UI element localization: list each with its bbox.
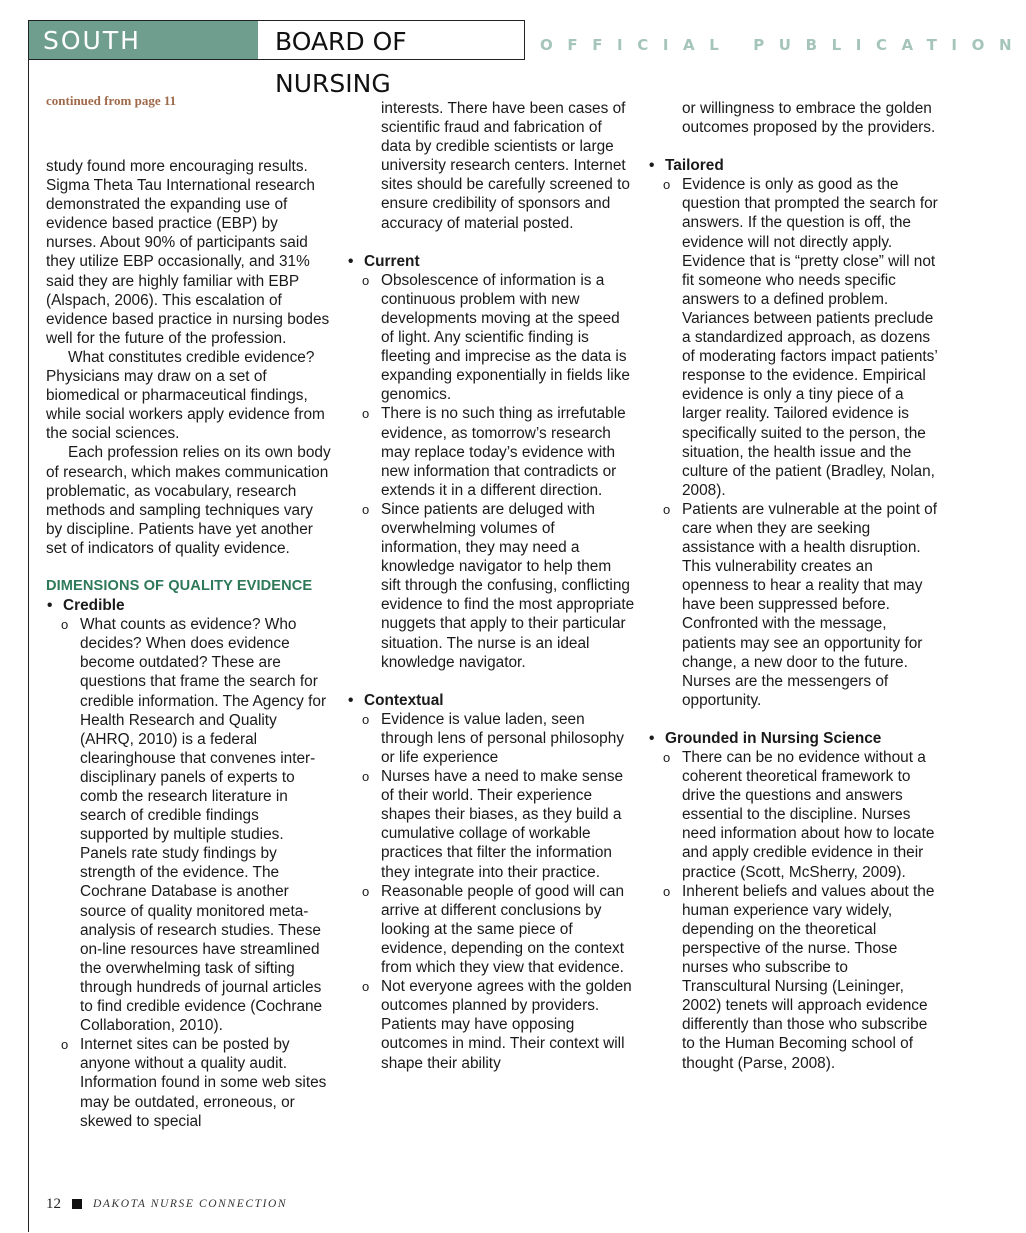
bullet-current: • Current [347, 252, 635, 271]
sub-bullet: o There is no such thing as irrefutable evidence, as tomorrow’s research may replace today’s evidence with new information that contradicts or extends it in a different direction. [347, 404, 635, 499]
left-margin-rule [28, 20, 29, 1232]
page-number: 12 [46, 1196, 61, 1212]
continued-note: continued from page 11 [46, 93, 177, 108]
bullet-contextual: • Contextual [347, 691, 635, 710]
paragraph: study found more encouraging results. Sigma Theta Tau International research demonstrated the expanding use of evidence based practice (EBP) by nurses. About 90% of participants said they utilize EBP occasionally, and 31% said they are highly familiar with EBP (Alspach, 2006). This escalation of evidence based practice in nursing bodes well for the future of the profession. [46, 158, 330, 347]
publication-name: DAKOTA NURSE CONNECTION [93, 1198, 288, 1210]
paragraph-continued: or willingness to embrace the golden outcomes proposed by the providers. [682, 100, 936, 137]
bullet-grounded: • Grounded in Nursing Science [648, 729, 938, 748]
sub-bullet: o Since patients are deluged with overwhelming volumes of information, they may need a knowledge navigator to help them sift through the confusing, conflicting evidence to find the most appropriate nuggets that apply to their particular situation. The nurse is an ideal knowledge navigator. [347, 500, 635, 672]
sub-bullet: o Patients are vulnerable at the point of care when they are seeking assistance with a health disruption. This vulnerability creates an openness to hear a reality that may have been suppressed before. Confronted with the message, patients may see an opportunity for change, a new door to the future. Nurses are the messengers of opportunity. [648, 500, 938, 710]
square-icon [72, 1199, 82, 1209]
sub-bullet: o Evidence is only as good as the question that prompted the search for answers. If the question is off, the evidence will not directly apply. Evidence that is “pretty close” will not fit someone who needs specific answers to a defined problem. Variances between patients preclude a standardized approach, as dozens of moderating factors impact patients’ response to the evidence. Empirical evidence is only a tiny piece of a larger reality. Tailored evidence is specifically suited to the person, the situation, the health issue and the culture of the patient (Bradley, Nolan, 2008). [648, 175, 938, 500]
paragraph: Each profession relies on its own body of research, which makes communication problematic, as vocabulary, research methods and sampling techniques vary by discipline. Patients have yet another set of indicators of quality evidence. [46, 444, 331, 557]
bullet-tailored: • Tailored [648, 156, 938, 175]
bullet-credible: • Credible [46, 596, 331, 615]
column-3 [648, 99, 938, 1073]
masthead-state: SOUTH DAKOTA [29, 21, 258, 59]
sub-bullet: o Internet sites can be posted by anyone without a quality audit. Information found in some web sites may be outdated, erroneous, or skewed to special [46, 1035, 331, 1130]
paragraph-continued: interests. There have been cases of scientific fraud and fabrication of data by credible scientists or large university research centers. Internet sites should be carefully screened to ensure credibility of sponsors and accuracy of material posted. [381, 100, 630, 232]
official-publication-label: OFFICIAL PUBLICATION [540, 36, 1026, 54]
sub-bullet: o Not everyone agrees with the golden outcomes planned by providers. Patients may have opposing outcomes in mind. Their context will shape their ability [347, 977, 635, 1072]
sub-bullet: o Reasonable people of good will can arrive at different conclusions by looking at the same piece of evidence, depending on the context from which they view that evidence. [347, 882, 635, 977]
sub-bullet: o Inherent beliefs and values about the human experience vary widely, depending on the theoretical perspective of the nurse. Those nurses who subscribe to Transcultural Nursing (Leininger, 2002) tenets will approach evidence differently than those who subscribe to the Human Becoming school of thought (Parse, 2008). [648, 882, 938, 1073]
section-heading: DIMENSIONS OF QUALITY EVIDENCE [46, 577, 313, 594]
sub-bullet: o Evidence is value laden, seen through lens of personal philosophy or life experience [347, 710, 635, 767]
sub-bullet: o Obsolescence of information is a continuous problem with new developments moving at the speed of light. Any scientific finding is fleeting and imprecise as the data is expanding exponentially in fields like genomics. [347, 271, 635, 405]
sub-bullet: o What counts as evidence? Who decides? When does evidence become outdated? These are questions that frame the search for credible information. The Agency for Health Research and Quality (AHRQ, 2010) is a federal clearinghouse that convenes inter-disciplinary panels of experts to comb the research literature in search of credible findings supported by multiple studies. Panels rate study findings by strength of the evidence. The Cochrane Database is another source of quality monitored meta-analysis of research studies. These on-line resources have streamlined the overwhelming task of sifting through hundreds of journal articles to find credible evidence (Cochrane Collaboration, 2010). [46, 615, 331, 1035]
masthead-board: BOARD OF NURSING [275, 27, 407, 98]
paragraph: What constitutes credible evidence? Physicians may draw on a set of biomedical or pharmaceutical findings, while social workers apply evidence from the social sciences. [46, 348, 325, 443]
column-1 [46, 157, 331, 1131]
sub-bullet: o There can be no evidence without a coherent theoretical framework to drive the questions and answers essential to the discipline. Nurses need information about how to locate and apply credible evidence in their practice (Scott, McSherry, 2009). [648, 748, 938, 882]
masthead [28, 20, 525, 98]
column-2 [347, 99, 635, 1073]
sub-bullet: o Nurses have a need to make sense of their world. Their experience shapes their biases, as they build a cumulative collage of workable practices that filter the information they integrate into their practice. [347, 767, 635, 882]
